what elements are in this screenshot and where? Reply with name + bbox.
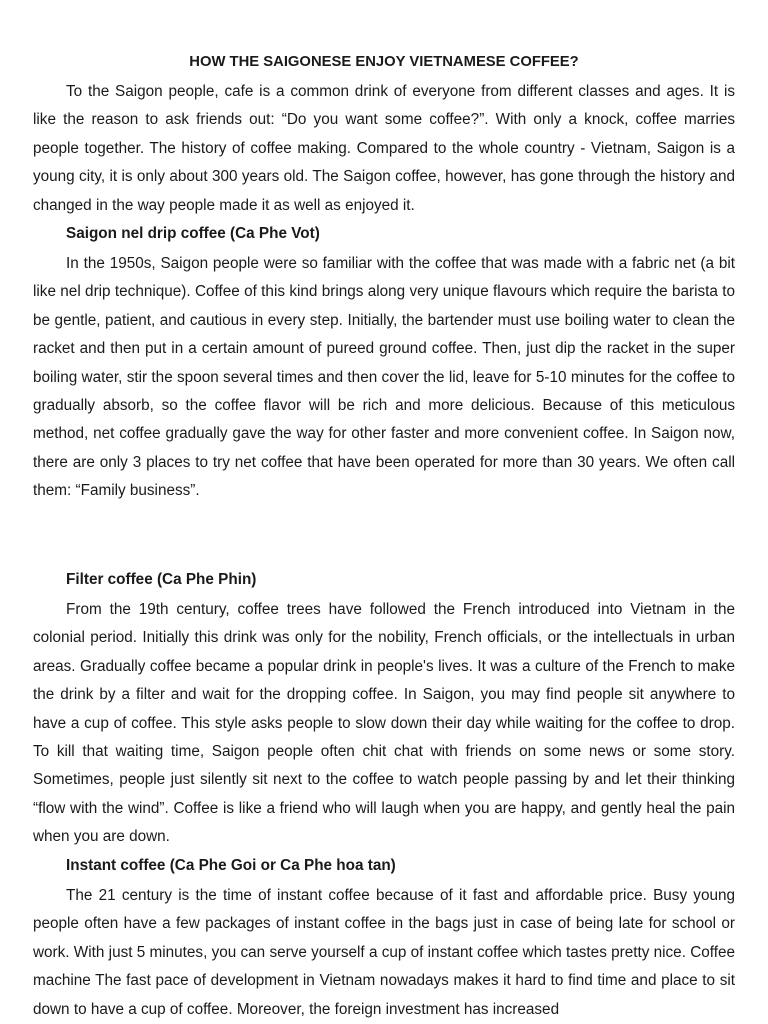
section-heading-nel-drip: Saigon nel drip coffee (Ca Phe Vot) (66, 225, 320, 242)
intro-paragraph: To the Saigon people, cafe is a common drink of everyone from different classes and ages. It is like the reason to ask friends out: “Do you want some coffee?”. With only a knock, coffee marries people together. The history of coffee making. Compared to the whole country - Vietnam, Saigon is a young city, it is only about 300 years old. The Saigon coffee, however, has gone through the history and changed in the way people made it as well as enjoyed it. (33, 83, 735, 214)
section-body-instant: The 21 century is the time of instant coffee because of it fast and affordable price. Busy young people often have a few packages of instant coffee in the bags just in case of being late for school or work. With just 5 minutes, you can serve yourself a cup of instant coffee which tastes pretty nice. Coffee machine The fast pace of development in Vietnam nowadays makes it hard to find time and place to sit down to have a cup of coffee. Moreover, the foreign investment has increased (33, 887, 735, 1018)
section-body-filter: From the 19th century, coffee trees have followed the French introduced into Vietnam in the colonial period. Initially this drink was only for the nobility, French officials, or the intellectuals in urban areas. Gradually coffee became a popular drink in people's lives. It was a culture of the French to make the drink by a filter and wait for the dropping coffee. In Saigon, you may find people sit anywhere to have a cup of coffee. This style asks people to slow down their day while waiting for the coffee to drop. To kill that waiting time, Saigon people often chit chat with friends on some news or some story. Sometimes, people just silently sit next to the coffee to watch people passing by and let their thinking “flow with the wind”. Coffee is like a friend who will laugh when you are happy, and gently heal the pain when you are down. (33, 601, 735, 846)
section-heading-instant: Instant coffee (Ca Phe Goi or Ca Phe hoa tan) (66, 857, 396, 874)
section-heading-filter: Filter coffee (Ca Phe Phin) (66, 571, 257, 588)
section-body-nel-drip: In the 1950s, Saigon people were so familiar with the coffee that was made with a fabric net (a bit like nel drip technique). Coffee of this kind brings along very unique flavours which require the barista to be gentle, patient, and cautious in every step. Initially, the bartender must use boiling water to clean the racket and then put in a certain amount of pureed ground coffee. Then, just dip the racket in the super boiling water, stir the spoon several times and then cover the lid, leave for 5-10 minutes for the coffee to gradually absorb, so the coffee flavor will be rich and more delicious. Because of this meticulous method, net coffee gradually gave the way for other faster and more convenient coffee. In Saigon now, there are only 3 places to try net coffee that have been operated for more than 30 years. We often call them: “Family business”. (33, 255, 735, 500)
document-title: HOW THE SAIGONESE ENJOY VIETNAMESE COFFEE? (189, 54, 579, 70)
